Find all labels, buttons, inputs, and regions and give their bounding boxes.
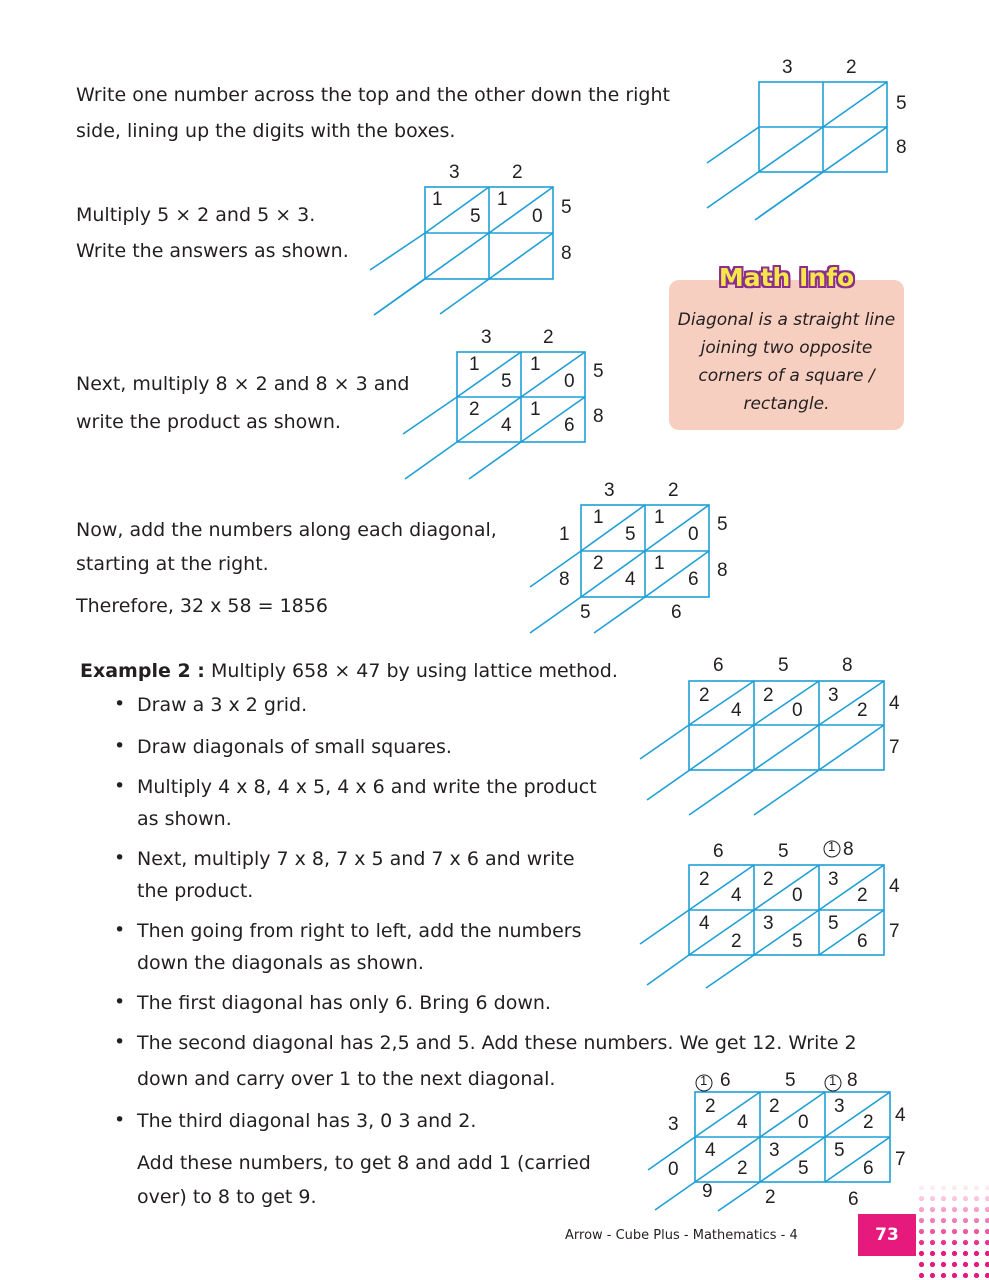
g3-top-digit: 2 xyxy=(543,327,554,348)
g2-cell-tens: 1 xyxy=(432,189,443,210)
g2-cell-tens: 1 xyxy=(497,189,508,210)
g7-right-digit: 4 xyxy=(895,1105,906,1126)
g3-cell-units: 4 xyxy=(501,415,512,436)
bullet-4a: Next, multiply 7 x 8, 7 x 5 and 7 x 6 and write xyxy=(137,848,575,870)
g6-cell-units: 6 xyxy=(857,931,868,952)
g3-cell-units: 0 xyxy=(564,371,575,392)
bullet-1: Draw a 3 x 2 grid. xyxy=(137,694,308,716)
g5-cell-tens: 2 xyxy=(699,685,710,706)
g3-right-digit: 8 xyxy=(593,406,604,427)
g7-bottom-digit: 6 xyxy=(848,1189,859,1210)
g4-cell-units: 6 xyxy=(688,569,699,590)
g4-cell-tens: 1 xyxy=(654,553,665,574)
g7-carry-digit: 1 xyxy=(829,1073,837,1088)
g7-top-digit: 6 xyxy=(720,1070,731,1091)
g5-right-digit: 4 xyxy=(889,693,900,714)
g6-cell-tens: 2 xyxy=(699,869,710,890)
example2-heading xyxy=(80,658,618,684)
g7-cell-units: 6 xyxy=(863,1158,874,1179)
g7-top-digit: 8 xyxy=(847,1070,858,1091)
g6-cell-units: 2 xyxy=(857,885,868,906)
g4-left-digit: 8 xyxy=(559,569,570,590)
math-info-text: Diagonal is a straight line joining two opposite corners of a square / rectangle. xyxy=(677,310,896,414)
bullet-dot: • xyxy=(114,775,126,797)
g1-right-digit: 5 xyxy=(896,93,907,114)
g5-top-digit: 8 xyxy=(842,655,853,676)
step1-line-2: Write the answers as shown. xyxy=(76,240,349,262)
g4-right-digit: 5 xyxy=(717,514,728,535)
g5-cell-units: 2 xyxy=(857,700,868,721)
g6-carry-digit: 1 xyxy=(828,839,836,854)
bullet-3a: Multiply 4 x 8, 4 x 5, 4 x 6 and write the product xyxy=(137,776,597,798)
g2-right-digit: 8 xyxy=(561,243,572,264)
step2-line-2: write the product as shown. xyxy=(76,411,341,433)
g6-cell-tens: 2 xyxy=(763,869,774,890)
g7-right-digit: 7 xyxy=(895,1149,906,1170)
g6-top-digit: 8 xyxy=(843,839,854,860)
g4-right-digit: 8 xyxy=(717,560,728,581)
g6-right-digit: 7 xyxy=(889,921,900,942)
g4-cell-units: 4 xyxy=(625,569,636,590)
g7-cell-units: 4 xyxy=(737,1112,748,1133)
g3-cell-tens: 1 xyxy=(530,399,541,420)
g5-top-digit: 6 xyxy=(713,655,724,676)
g7-cell-tens: 3 xyxy=(769,1140,780,1161)
math-info-title: Math Info xyxy=(718,263,855,292)
step3-line-1: Now, add the numbers along each diagonal, xyxy=(76,519,497,541)
g4-bottom-digit: 5 xyxy=(580,602,591,623)
g5-cell-tens: 3 xyxy=(828,685,839,706)
bullet-8-cont-1: Add these numbers, to get 8 and add 1 (carried xyxy=(137,1152,591,1174)
g3-top-digit: 3 xyxy=(481,327,492,348)
g3-cell-tens: 2 xyxy=(469,399,480,420)
g4-cell-tens: 1 xyxy=(593,507,604,528)
g6-cell-tens: 3 xyxy=(763,913,774,934)
intro-line-2: side, lining up the digits with the boxes. xyxy=(76,120,456,142)
g4-bottom-digit: 6 xyxy=(671,602,682,623)
bullet-5b: down the diagonals as shown. xyxy=(137,952,424,974)
g4-cell-units: 5 xyxy=(625,524,636,545)
g3-cell-units: 6 xyxy=(564,415,575,436)
g7-cell-tens: 2 xyxy=(769,1096,780,1117)
lattice-grid-3 xyxy=(403,352,585,479)
g7-bottom-digit: 9 xyxy=(702,1181,713,1202)
bullet-dot: • xyxy=(114,847,126,869)
g3-right-digit: 5 xyxy=(593,361,604,382)
g6-cell-units: 2 xyxy=(731,931,742,952)
g7-cell-units: 2 xyxy=(863,1112,874,1133)
g7-left-digit: 3 xyxy=(668,1114,679,1135)
bullet-dot: • xyxy=(114,735,126,757)
math-info-box xyxy=(669,263,904,430)
g1-right-digit: 8 xyxy=(896,137,907,158)
g2-top-digit: 2 xyxy=(512,162,523,183)
lattice-grid-2 xyxy=(370,187,553,315)
g5-cell-units: 0 xyxy=(792,700,803,721)
bullet-8: The third diagonal has 3, 0 3 and 2. xyxy=(137,1110,477,1132)
bullet-dot: • xyxy=(114,693,126,715)
g7-carry-digit: 1 xyxy=(700,1073,708,1088)
g6-cell-units: 5 xyxy=(792,931,803,952)
g7-bottom-digit: 2 xyxy=(765,1187,776,1208)
bullet-dot: • xyxy=(114,1109,126,1131)
footer-text: Arrow - Cube Plus - Mathematics - 4 xyxy=(565,1228,798,1243)
lattice-grid-4 xyxy=(530,505,709,633)
g7-top-digit: 5 xyxy=(785,1070,796,1091)
g6-top-digit: 6 xyxy=(713,841,724,862)
g3-cell-units: 5 xyxy=(501,371,512,392)
g4-cell-tens: 1 xyxy=(654,507,665,528)
g6-cell-tens: 5 xyxy=(828,913,839,934)
g2-top-digit: 3 xyxy=(449,162,460,183)
lattice-grid-5 xyxy=(640,681,884,815)
g7-left-digit: 0 xyxy=(668,1159,679,1180)
g7-cell-tens: 3 xyxy=(834,1096,845,1117)
bullet-3b: as shown. xyxy=(137,808,232,830)
g6-cell-tens: 3 xyxy=(828,869,839,890)
example2-heading-bold: Example 2 : xyxy=(80,660,205,682)
g4-cell-units: 0 xyxy=(688,524,699,545)
g4-cell-tens: 2 xyxy=(593,553,604,574)
g5-right-digit: 7 xyxy=(889,737,900,758)
bullet-dot: • xyxy=(114,1031,126,1053)
g7-cell-units: 5 xyxy=(798,1158,809,1179)
g5-top-digit: 5 xyxy=(778,655,789,676)
g7-cell-tens: 4 xyxy=(705,1140,716,1161)
g2-cell-units: 5 xyxy=(470,206,481,227)
bullet-5a: Then going from right to left, add the numbers xyxy=(137,920,582,942)
lattice-grid-1 xyxy=(707,82,887,220)
bullet-7b: down and carry over 1 to the next diagonal. xyxy=(137,1068,556,1090)
page-number: 73 xyxy=(858,1214,916,1256)
g1-top-digit: 3 xyxy=(782,57,793,78)
decorative-dot-pattern xyxy=(916,1182,989,1280)
step3-result: Therefore, 32 x 58 = 1856 xyxy=(76,595,328,617)
g7-cell-units: 0 xyxy=(798,1112,809,1133)
bullet-6: The first diagonal has only 6. Bring 6 down. xyxy=(137,992,551,1014)
intro-line-1: Write one number across the top and the other down the right xyxy=(76,84,670,106)
bullet-4b: the product. xyxy=(137,880,254,902)
g7-cell-tens: 5 xyxy=(834,1140,845,1161)
g5-cell-tens: 2 xyxy=(763,685,774,706)
g4-top-digit: 3 xyxy=(604,480,615,501)
g7-cell-tens: 2 xyxy=(705,1096,716,1117)
step3-line-2: starting at the right. xyxy=(76,553,269,575)
g4-top-digit: 2 xyxy=(668,480,679,501)
g5-cell-units: 4 xyxy=(731,700,742,721)
g7-cell-units: 2 xyxy=(737,1158,748,1179)
example2-heading-text: Multiply 658 × 47 by using lattice method. xyxy=(204,660,618,682)
g6-right-digit: 4 xyxy=(889,876,900,897)
g2-cell-units: 0 xyxy=(532,206,543,227)
g6-cell-units: 4 xyxy=(731,885,742,906)
bullet-8-cont-2: over) to 8 to get 9. xyxy=(137,1186,317,1208)
step2-line-1: Next, multiply 8 × 2 and 8 × 3 and xyxy=(76,373,410,395)
g1-top-digit: 2 xyxy=(846,57,857,78)
g6-cell-units: 0 xyxy=(792,885,803,906)
g6-top-digit: 5 xyxy=(778,841,789,862)
bullet-2: Draw diagonals of small squares. xyxy=(137,736,452,758)
bullet-dot: • xyxy=(114,919,126,941)
g2-right-digit: 5 xyxy=(561,197,572,218)
bullet-7a: The second diagonal has 2,5 and 5. Add these numbers. We get 12. Write 2 xyxy=(137,1032,857,1054)
bullet-dot: • xyxy=(114,991,126,1013)
g3-cell-tens: 1 xyxy=(530,354,541,375)
g6-cell-tens: 4 xyxy=(699,913,710,934)
g3-cell-tens: 1 xyxy=(469,354,480,375)
step1-line-1: Multiply 5 × 2 and 5 × 3. xyxy=(76,204,316,226)
g4-left-digit: 1 xyxy=(559,524,570,545)
lattice-grid-6 xyxy=(640,865,884,988)
